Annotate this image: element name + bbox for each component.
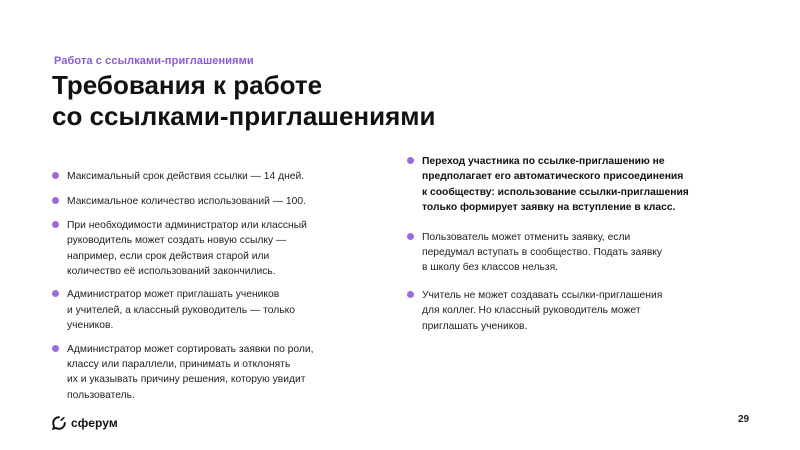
text-line: Пользователь может отменить заявку, если [422, 231, 631, 243]
page-title [52, 70, 572, 132]
right-bullet-list [407, 154, 707, 334]
list-item [407, 154, 707, 216]
list-item [52, 169, 352, 184]
list-item-text [67, 342, 352, 404]
title-line: Требования к работе [52, 70, 323, 100]
text-line: Администратор может сортировать заявки по роли, [67, 343, 314, 355]
bullet-dot-icon [407, 233, 414, 240]
sferum-logo [52, 416, 118, 430]
bullet-dot-icon [407, 157, 414, 164]
list-item-text [422, 230, 707, 276]
text-line: Администратор может приглашать учеников [67, 289, 280, 301]
text-line: Максимальное количество использований — 100. [67, 196, 306, 208]
list-item-text [67, 287, 352, 333]
text-line: классу или параллели, принимать и отклонять [67, 359, 291, 371]
list-item-text [67, 194, 352, 209]
list-item [52, 287, 352, 333]
text-line: предполагает его автоматического присоединения [422, 171, 684, 183]
sferum-logo-icon [52, 416, 66, 430]
bullet-dot-icon [52, 197, 59, 204]
bullet-dot-icon [52, 172, 59, 179]
text-line: пользователь. [67, 389, 135, 401]
page-number: 29 [738, 414, 750, 425]
text-line: их и указывать причину решения, которую увидит [67, 374, 306, 386]
text-line: руководитель может создать новую ссылку — [67, 235, 287, 247]
text-line: передумал вступать в сообщество. Подать заявку [422, 247, 663, 259]
list-item [52, 194, 352, 209]
section-label: Работа с ссылками-приглашениями [54, 55, 254, 67]
bullet-dot-icon [52, 221, 59, 228]
list-item-text [422, 154, 707, 216]
list-item [52, 218, 352, 280]
text-line: Учитель не может создавать ссылки-приглашения [422, 289, 663, 301]
text-line: количество её использований закончились. [67, 266, 276, 278]
text-line: только формирует заявку на вступление в класс. [422, 202, 676, 214]
text-line: При необходимости администратор или классный [67, 219, 307, 231]
text-line: и учителей, а классный руководитель — только [67, 304, 295, 316]
text-line: к сообществу: использование ссылки-приглашения [422, 186, 689, 198]
list-item [407, 230, 707, 276]
bullet-dot-icon [52, 345, 59, 352]
text-line: приглашать учеников. [422, 320, 528, 332]
text-line: Переход участника по ссылке-приглашению не [422, 156, 665, 167]
bullet-dot-icon [407, 291, 414, 298]
left-bullet-list [52, 169, 352, 403]
text-line: например, если срок действия старой или [67, 250, 270, 262]
text-line: учеников. [67, 320, 114, 332]
list-item-text [67, 169, 352, 184]
list-item-text [422, 288, 707, 334]
text-line: в школу без классов нельзя. [422, 262, 559, 274]
logo-text: сферум [71, 416, 118, 430]
text-line: Максимальный срок действия ссылки — 14 дней. [67, 171, 305, 182]
list-item-text [67, 218, 352, 280]
text-line: для коллег. Но классный руководитель может [422, 305, 641, 317]
list-item [407, 288, 707, 334]
title-line: со ссылками-приглашениями [52, 101, 436, 131]
list-item [52, 342, 352, 404]
bullet-dot-icon [52, 290, 59, 297]
